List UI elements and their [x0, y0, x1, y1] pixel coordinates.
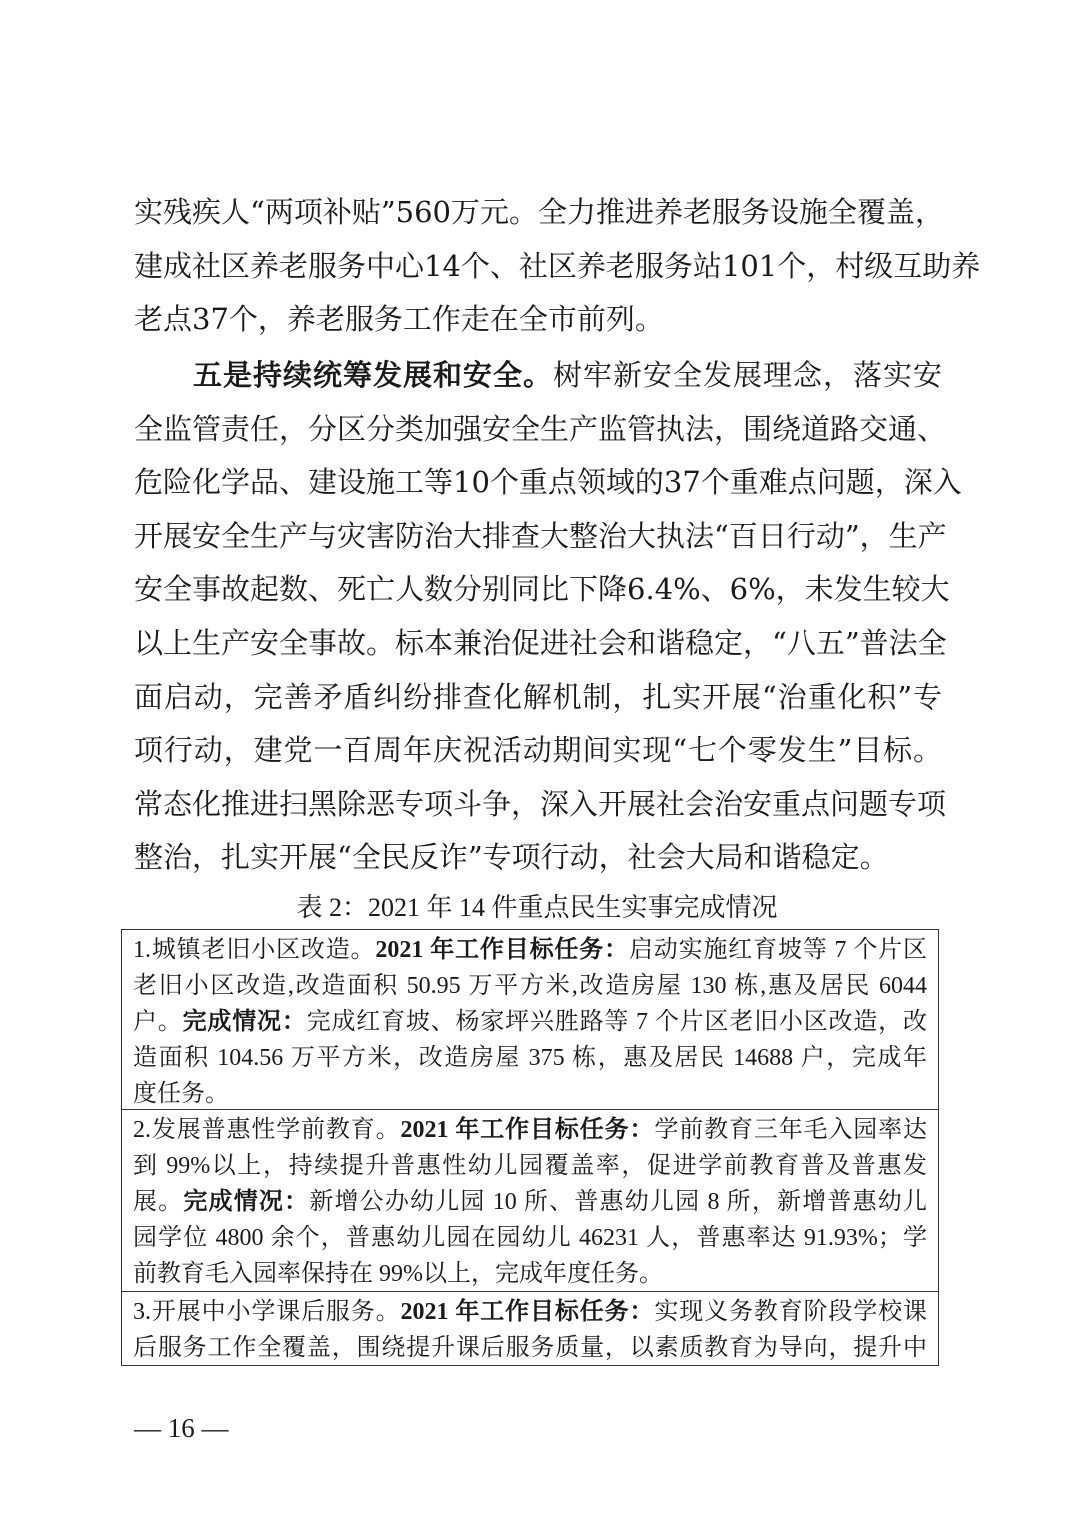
done-label: 完成情况： [182, 1009, 307, 1035]
text-run: 新增公办幼儿园 10 所、普惠幼儿园 8 所，新增普惠幼儿 [309, 1189, 927, 1215]
text-line: 全监管责任，分区分类加强安全生产监管执法，围绕道路交通、 [134, 411, 947, 446]
table-line [133, 1112, 927, 1148]
table-line: 老旧小区改造,改造面积 50.95 万平方米,改造房屋 130 栋,惠及居民 6044 [133, 973, 927, 999]
paragraph-safety [134, 349, 962, 885]
table-line [133, 1004, 927, 1040]
text-line: 以上生产安全事故。标本兼治促进社会和谐稳定，“八五”普法全 [134, 625, 947, 660]
text-line: 建成社区养老服务中心14个、社区养老服务站101个，村级互助养 [134, 248, 981, 283]
table-line: 到 99%以上，持续提升普惠性幼儿园覆盖率，促进学前教育普及普惠发 [133, 1153, 927, 1179]
table-line: 园学位 4800 余个，普惠幼儿园在园幼儿 46231 人，普惠率达 91.93%；学 [133, 1225, 927, 1251]
text-line: 危险化学品、建设施工等10个重点领域的37个重难点问题，深入 [134, 465, 962, 500]
text-run: 展。 [133, 1189, 184, 1215]
table-line: 度任务。 [133, 1081, 229, 1107]
table-line: 后服务工作全覆盖，围绕提升课后服务质量，以素质教育为导向，提升中 [133, 1335, 927, 1361]
text-run: 完成红育坡、杨家坪兴胜路等 7 个片区老旧小区改造，改 [306, 1009, 927, 1035]
text-line: 安全事故起数、死亡人数分别同比下降6.4%、6%，未发生较大 [134, 572, 950, 607]
table-line: 造面积 104.56 万平方米，改造房屋 375 栋，惠及居民 14688 户，完成年 [133, 1045, 927, 1071]
item-title: 3.开展中小学课后服务。 [133, 1299, 401, 1325]
table-row [122, 930, 938, 1110]
livelihood-projects-table [121, 929, 939, 1366]
text-line: 整治，扎实开展“全民反诈”专项行动，社会大局和谐稳定。 [134, 840, 889, 875]
item-title: 1.城镇老旧小区改造。 [133, 937, 376, 963]
page-number: — 16 — [134, 1413, 229, 1443]
table-line [133, 1184, 927, 1220]
target-label: 2021 年工作目标任务： [400, 1299, 655, 1325]
text-line: 开展安全生产与灾害防治大排查大整治大执法“百日行动”，生产 [134, 518, 947, 553]
text-line: 常态化推进扫黑除恶专项斗争，深入开展社会治安重点问题专项 [134, 786, 947, 821]
text-run: 学前教育三年毛入园率达 [654, 1117, 928, 1143]
table-cell [133, 932, 927, 1112]
table-cell [133, 1294, 927, 1366]
text-line: 项行动，建党一百周年庆祝活动期间实现“七个零发生”目标。 [134, 733, 942, 768]
target-label: 2021 年工作目标任务： [400, 1117, 655, 1143]
table-cell [133, 1112, 927, 1292]
target-label: 2021 年工作目标任务： [375, 937, 629, 963]
text-line: 实残疾人“两项补贴”560万元。全力推进养老服务设施全覆盖， [134, 195, 945, 229]
text-line [134, 349, 942, 403]
text-run: 启动实施红育坡等 7 个片区 [628, 937, 928, 963]
text-run: 户。 [133, 1009, 183, 1035]
text-run: 实现义务教育阶段学校课 [654, 1299, 928, 1325]
paragraph-elderly-services [134, 186, 981, 347]
text-line: 老点37个，养老服务工作走在全市前列。 [134, 302, 664, 337]
table-line: 前教育毛入园率保持在 99%以上，完成年度任务。 [133, 1261, 663, 1287]
table-line [133, 932, 927, 968]
text-run: 树牢新安全发展理念，落实安 [552, 358, 942, 392]
text-line: 面启动，完善矛盾纠纷排查化解机制，扎实开展“治重化积”专 [134, 679, 942, 714]
table-row [122, 1292, 938, 1367]
table-caption: 表 2：2021 年 14 件重点民生实事完成情况 [296, 893, 778, 922]
table-row [122, 1110, 938, 1292]
item-title: 2.发展普惠性学前教育。 [133, 1117, 401, 1143]
table-line [133, 1294, 927, 1330]
done-label: 完成情况： [183, 1189, 310, 1215]
paragraph-lead: 五是持续统筹发展和安全。 [192, 358, 553, 392]
